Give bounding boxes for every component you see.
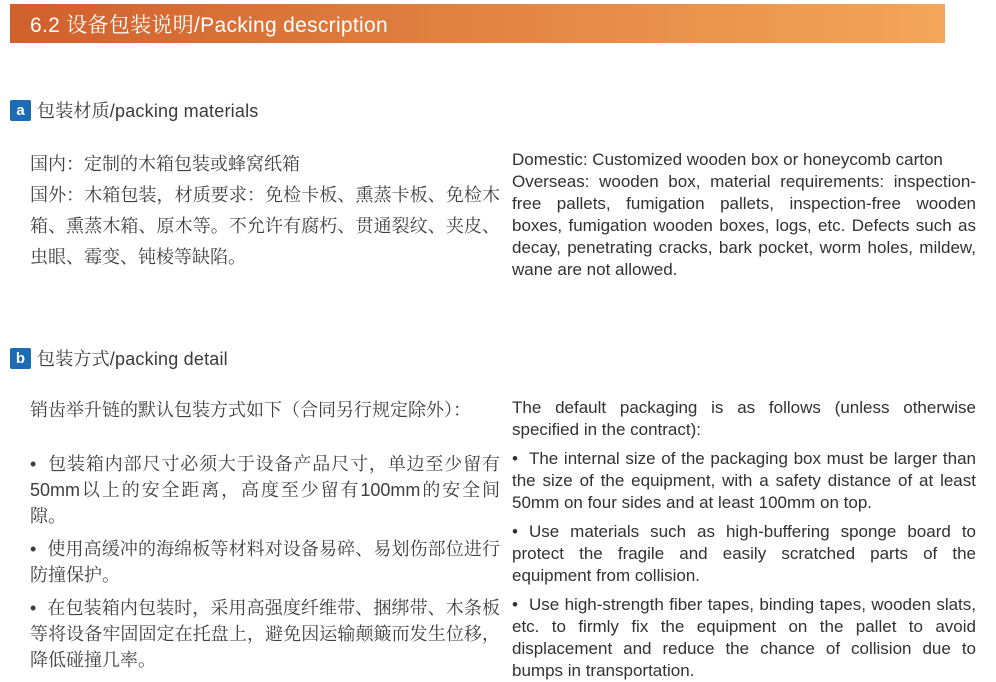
chinese-bullet-item: [30, 451, 500, 529]
chinese-bullet-item: [30, 595, 500, 673]
chinese-bullet-item: [30, 536, 500, 588]
english-bullet-text: Use materials such as high-buffering sponge board to protect the fragile and easily scratched parts of the equipment from collision.: [512, 522, 976, 585]
section-b-columns: [30, 397, 976, 682]
bullet-icon: •: [512, 595, 518, 614]
section-a-title: 包装材质/packing materials: [37, 101, 259, 121]
english-bullet-item: [512, 594, 976, 682]
section-b-heading-row: [10, 345, 976, 371]
section-packing-materials: [10, 97, 976, 281]
bullet-icon: •: [512, 449, 518, 468]
section-header-bar: [10, 4, 945, 43]
english-intro-paragraph: The default packaging is as follows (unless otherwise specified in the contract):: [512, 398, 976, 439]
bullet-icon: •: [30, 454, 37, 474]
section-b-chinese-column: [30, 397, 500, 682]
section-a-columns: [30, 149, 976, 281]
section-a-chinese-column: [30, 149, 500, 281]
bullet-icon: •: [30, 539, 37, 559]
bullet-icon: •: [30, 598, 37, 618]
english-paragraph: Overseas: wooden box, material requirements: inspection-free pallets, fumigation pallets, inspection-free wooden boxes, fumigation wooden boxes, logs, etc. Defects such as decay, penetrating cracks, bark pocket, worm holes, mildew, wane are not allowed.: [512, 172, 976, 279]
chinese-bullet-text: 包装箱内部尺寸必须大于设备产品尺寸，单边至少留有50mm以上的安全距离，高度至少留有100mm的安全间隙。: [30, 454, 500, 526]
section-b-title: 包装方式/packing detail: [37, 349, 228, 369]
chinese-paragraph: 国内：定制的木箱包装或蜂窝纸箱: [30, 154, 300, 174]
chinese-paragraph: 国外：木箱包装，材质要求：免检卡板、熏蒸卡板、免检木箱、熏蒸木箱、原木等。不允许有腐朽、贯通裂纹、夹皮、虫眼、霉变、钝棱等缺陷。: [30, 185, 500, 267]
chinese-intro-paragraph: 销齿举升链的默认包装方式如下（合同另行规定除外）：: [30, 400, 471, 420]
section-a-english-column: [512, 149, 976, 281]
english-bullet-text: The internal size of the packaging box must be larger than the size of the equipment, with a safety distance of at least 50mm on four sides and at least 100mm on top.: [512, 449, 976, 512]
section-packing-detail: [10, 345, 976, 682]
chinese-bullet-text: 使用高缓冲的海绵板等材料对设备易碎、易划伤部位进行防撞保护。: [30, 539, 500, 585]
manual-page: [0, 4, 996, 682]
english-paragraph: Domestic: Customized wooden box or honeycomb carton: [512, 150, 943, 169]
badge-a: a: [10, 100, 31, 121]
section-b-english-column: [512, 397, 976, 682]
section-a-heading-row: [10, 97, 976, 123]
bullet-icon: •: [512, 522, 518, 541]
english-bullet-text: Use high-strength fiber tapes, binding tapes, wooden slats, etc. to firmly fix the equipment on the pallet to avoid displacement and reduce the chance of collision due to bumps in transportation.: [512, 595, 976, 680]
chinese-bullet-text: 在包装箱内包装时，采用高强度纤维带、捆绑带、木条板等将设备牢固固定在托盘上，避免因运输颠簸而发生位移，降低碰撞几率。: [30, 598, 500, 670]
page-title: 6.2 设备包装说明/Packing description: [30, 13, 388, 37]
english-bullet-item: [512, 521, 976, 587]
english-bullet-item: [512, 448, 976, 514]
badge-b: b: [10, 348, 31, 369]
